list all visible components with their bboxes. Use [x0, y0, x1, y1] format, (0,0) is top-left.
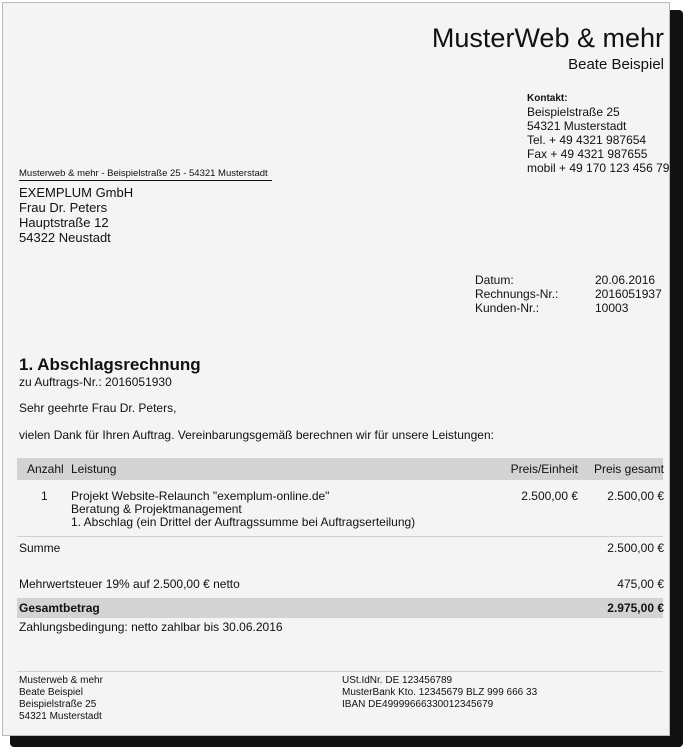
invoice-meta — [475, 273, 665, 315]
meta-value: 20.06.2016 — [595, 273, 656, 287]
contact-line: Fax + 49 4321 987655 — [527, 147, 648, 161]
company-name: MusterWeb & mehr — [431, 23, 664, 53]
row-service-line: 1. Abschlag (ein Drittel der Auftragssumme bei Auftragserteilung) — [71, 515, 416, 529]
recipient-address — [19, 185, 133, 245]
payment-terms: Zahlungsbedingung: netto zahlbar bis 30.06.2016 — [19, 620, 283, 634]
meta-label: Rechnungs-Nr.: — [475, 287, 559, 301]
meta-label: Kunden-Nr.: — [475, 301, 540, 315]
meta-value: 2016051937 — [595, 287, 662, 301]
recipient-line: Hauptstraße 12 — [19, 215, 109, 230]
contact-label: Kontakt: — [527, 93, 568, 104]
row-qty: 1 — [41, 489, 48, 503]
row-total-price: 2.500,00 € — [607, 489, 664, 503]
vat-label: Mehrwertsteuer 19% auf 2.500,00 € netto — [19, 577, 240, 591]
meta-value: 10003 — [595, 301, 629, 315]
intro-text: vielen Dank für Ihren Auftrag. Vereinbarungsgemäß berechnen wir für unsere Leistungen: — [19, 428, 494, 442]
total-value: 2.975,00 € — [607, 601, 664, 615]
footer-line: Beispielstraße 25 — [19, 699, 97, 710]
contact-block — [527, 93, 669, 175]
row-service-line: Beratung & Projektmanagement — [71, 502, 242, 516]
meta-row — [475, 287, 665, 301]
footer-line: Musterweb & mehr — [19, 675, 103, 686]
footer-left — [19, 675, 103, 723]
sender-line: Musterweb & mehr - Beispielstraße 25 - 54321 Musterstadt — [19, 168, 272, 181]
contact-line: Tel. + 49 4321 987654 — [527, 133, 647, 147]
footer-line: MusterBank Kto. 12345679 BLZ 999 666 33 — [342, 687, 538, 698]
footer-line: 54321 Musterstadt — [19, 711, 102, 722]
owner-name: Beate Beispiel — [568, 56, 664, 73]
footer-right — [342, 675, 537, 711]
recipient-line: EXEMPLUM GmbH — [19, 185, 134, 200]
contact-line: 54321 Musterstadt — [527, 119, 627, 133]
vat-value: 475,00 € — [617, 577, 664, 591]
sum-label: Summe — [19, 541, 61, 555]
salutation: Sehr geehrte Frau Dr. Peters, — [19, 401, 177, 415]
footer-line: USt.IdNr. DE 123456789 — [342, 675, 453, 686]
header-service: Leistung — [71, 462, 117, 476]
recipient-line: 54322 Neustadt — [19, 230, 111, 245]
invoice-title: 1. Abschlagsrechnung — [19, 355, 201, 374]
contact-line: mobil + 49 170 123 456 79 — [527, 161, 670, 175]
total-label: Gesamtbetrag — [19, 601, 100, 615]
sum-value: 2.500,00 € — [607, 541, 664, 555]
meta-label: Datum: — [475, 273, 514, 287]
footer-line: Beate Beispiel — [19, 687, 83, 698]
order-reference: zu Auftrags-Nr.: 2016051930 — [19, 375, 172, 389]
row-service-line: Projekt Website-Relaunch "exemplum-online.de" — [71, 489, 330, 503]
divider — [17, 536, 663, 537]
footer-divider — [17, 671, 663, 672]
row-unit-price: 2.500,00 € — [521, 489, 578, 503]
footer-line: IBAN DE49999666330012345679 — [342, 699, 494, 710]
meta-row — [475, 273, 665, 287]
total-row-bg — [17, 598, 663, 618]
contact-line: Beispielstraße 25 — [527, 105, 620, 119]
recipient-line: Frau Dr. Peters — [19, 200, 108, 215]
header-unit-price: Preis/Einheit — [510, 462, 578, 476]
header-qty: Anzahl — [27, 462, 64, 476]
meta-row — [475, 301, 665, 315]
header-total-price: Preis gesamt — [593, 462, 664, 476]
